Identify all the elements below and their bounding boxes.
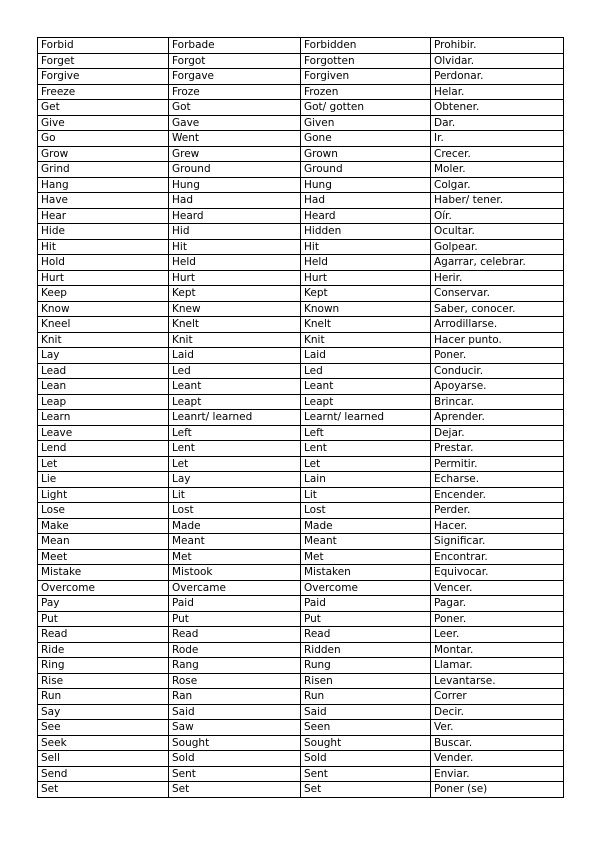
infinitive-cell: Grow: [38, 146, 169, 162]
past-participle-cell: Sent: [301, 766, 431, 782]
table-row: [38, 84, 564, 100]
infinitive-cell: Lean: [38, 379, 169, 395]
past-participle-cell: Met: [301, 549, 431, 565]
past-simple-cell: Paid: [169, 596, 301, 612]
spanish-meaning-cell: Ocultar.: [431, 224, 564, 240]
past-participle-cell: Set: [301, 782, 431, 798]
infinitive-cell: Forgive: [38, 69, 169, 85]
table-row: [38, 518, 564, 534]
table-row: [38, 720, 564, 736]
past-participle-cell: Read: [301, 627, 431, 643]
spanish-meaning-cell: Decir.: [431, 704, 564, 720]
infinitive-cell: Forbid: [38, 38, 169, 54]
past-simple-cell: Grew: [169, 146, 301, 162]
table-row: [38, 503, 564, 519]
infinitive-cell: Know: [38, 301, 169, 317]
spanish-meaning-cell: Herir.: [431, 270, 564, 286]
past-simple-cell: Hung: [169, 177, 301, 193]
past-simple-cell: Lost: [169, 503, 301, 519]
past-participle-cell: Hurt: [301, 270, 431, 286]
past-simple-cell: Lent: [169, 441, 301, 457]
past-simple-cell: Meant: [169, 534, 301, 550]
table-row: [38, 658, 564, 674]
spanish-meaning-cell: Perder.: [431, 503, 564, 519]
table-row: [38, 53, 564, 69]
past-participle-cell: Left: [301, 425, 431, 441]
table-row: [38, 735, 564, 751]
past-participle-cell: Forgotten: [301, 53, 431, 69]
table-row: [38, 255, 564, 271]
table-row: [38, 348, 564, 364]
table-row: [38, 596, 564, 612]
infinitive-cell: Kneel: [38, 317, 169, 333]
spanish-meaning-cell: Ver.: [431, 720, 564, 736]
spanish-meaning-cell: Perdonar.: [431, 69, 564, 85]
past-participle-cell: Had: [301, 193, 431, 209]
infinitive-cell: Lose: [38, 503, 169, 519]
infinitive-cell: Seek: [38, 735, 169, 751]
past-simple-cell: Forgot: [169, 53, 301, 69]
spanish-meaning-cell: Montar.: [431, 642, 564, 658]
past-participle-cell: Lent: [301, 441, 431, 457]
past-participle-cell: Lain: [301, 472, 431, 488]
past-participle-cell: Grown: [301, 146, 431, 162]
table-row: [38, 782, 564, 798]
table-row: [38, 208, 564, 224]
past-participle-cell: Laid: [301, 348, 431, 364]
past-participle-cell: Leant: [301, 379, 431, 395]
past-participle-cell: Ground: [301, 162, 431, 178]
past-simple-cell: Ground: [169, 162, 301, 178]
past-simple-cell: Froze: [169, 84, 301, 100]
spanish-meaning-cell: Dar.: [431, 115, 564, 131]
spanish-meaning-cell: Leer.: [431, 627, 564, 643]
past-simple-cell: Laid: [169, 348, 301, 364]
table-row: [38, 363, 564, 379]
spanish-meaning-cell: Vencer.: [431, 580, 564, 596]
spanish-meaning-cell: Prestar.: [431, 441, 564, 457]
past-participle-cell: Mistaken: [301, 565, 431, 581]
infinitive-cell: Learn: [38, 410, 169, 426]
table-row: [38, 224, 564, 240]
table-row: [38, 270, 564, 286]
spanish-meaning-cell: Echarse.: [431, 472, 564, 488]
table-row: [38, 177, 564, 193]
past-participle-cell: Got/ gotten: [301, 100, 431, 116]
past-simple-cell: Overcame: [169, 580, 301, 596]
past-simple-cell: Put: [169, 611, 301, 627]
table-row: [38, 193, 564, 209]
past-simple-cell: Sought: [169, 735, 301, 751]
past-simple-cell: Leapt: [169, 394, 301, 410]
infinitive-cell: Hide: [38, 224, 169, 240]
table-row: [38, 69, 564, 85]
table-row: [38, 146, 564, 162]
infinitive-cell: Hold: [38, 255, 169, 271]
table-row: [38, 580, 564, 596]
spanish-meaning-cell: Poner (se): [431, 782, 564, 798]
infinitive-cell: Send: [38, 766, 169, 782]
infinitive-cell: Overcome: [38, 580, 169, 596]
past-simple-cell: Lit: [169, 487, 301, 503]
infinitive-cell: Hear: [38, 208, 169, 224]
infinitive-cell: Freeze: [38, 84, 169, 100]
table-row: [38, 673, 564, 689]
past-simple-cell: Rang: [169, 658, 301, 674]
infinitive-cell: Ring: [38, 658, 169, 674]
past-simple-cell: Heard: [169, 208, 301, 224]
past-participle-cell: Gone: [301, 131, 431, 147]
past-participle-cell: Paid: [301, 596, 431, 612]
past-participle-cell: Hung: [301, 177, 431, 193]
infinitive-cell: Lie: [38, 472, 169, 488]
infinitive-cell: Leap: [38, 394, 169, 410]
spanish-meaning-cell: Dejar.: [431, 425, 564, 441]
past-participle-cell: Forgiven: [301, 69, 431, 85]
spanish-meaning-cell: Saber, conocer.: [431, 301, 564, 317]
table-row: [38, 115, 564, 131]
past-participle-cell: Knelt: [301, 317, 431, 333]
table-row: [38, 565, 564, 581]
past-participle-cell: Put: [301, 611, 431, 627]
spanish-meaning-cell: Ir.: [431, 131, 564, 147]
past-participle-cell: Overcome: [301, 580, 431, 596]
past-simple-cell: Knit: [169, 332, 301, 348]
table-row: [38, 239, 564, 255]
infinitive-cell: Have: [38, 193, 169, 209]
infinitive-cell: Run: [38, 689, 169, 705]
spanish-meaning-cell: Haber/ tener.: [431, 193, 564, 209]
table-row: [38, 441, 564, 457]
past-participle-cell: Heard: [301, 208, 431, 224]
past-simple-cell: Went: [169, 131, 301, 147]
past-simple-cell: Hurt: [169, 270, 301, 286]
table-row: [38, 689, 564, 705]
table-row: [38, 534, 564, 550]
table-row: [38, 627, 564, 643]
infinitive-cell: Light: [38, 487, 169, 503]
past-simple-cell: Forbade: [169, 38, 301, 54]
past-participle-cell: Kept: [301, 286, 431, 302]
past-simple-cell: Hid: [169, 224, 301, 240]
past-simple-cell: Let: [169, 456, 301, 472]
spanish-meaning-cell: Poner.: [431, 611, 564, 627]
spanish-meaning-cell: Pagar.: [431, 596, 564, 612]
infinitive-cell: Mean: [38, 534, 169, 550]
past-participle-cell: Hit: [301, 239, 431, 255]
past-simple-cell: Ran: [169, 689, 301, 705]
spanish-meaning-cell: Buscar.: [431, 735, 564, 751]
past-simple-cell: Read: [169, 627, 301, 643]
infinitive-cell: Get: [38, 100, 169, 116]
spanish-meaning-cell: Conducir.: [431, 363, 564, 379]
past-participle-cell: Made: [301, 518, 431, 534]
past-participle-cell: Led: [301, 363, 431, 379]
spanish-meaning-cell: Hacer.: [431, 518, 564, 534]
infinitive-cell: Knit: [38, 332, 169, 348]
infinitive-cell: Lay: [38, 348, 169, 364]
spanish-meaning-cell: Llamar.: [431, 658, 564, 674]
table-row: [38, 317, 564, 333]
past-participle-cell: Said: [301, 704, 431, 720]
past-simple-cell: Hit: [169, 239, 301, 255]
past-simple-cell: Had: [169, 193, 301, 209]
table-row: [38, 301, 564, 317]
spanish-meaning-cell: Golpear.: [431, 239, 564, 255]
spanish-meaning-cell: Helar.: [431, 84, 564, 100]
infinitive-cell: Mistake: [38, 565, 169, 581]
table-row: [38, 472, 564, 488]
table-row: [38, 286, 564, 302]
infinitive-cell: Make: [38, 518, 169, 534]
past-participle-cell: Sold: [301, 751, 431, 767]
spanish-meaning-cell: Significar.: [431, 534, 564, 550]
past-simple-cell: Held: [169, 255, 301, 271]
past-simple-cell: Said: [169, 704, 301, 720]
table-row: [38, 549, 564, 565]
spanish-meaning-cell: Obtener.: [431, 100, 564, 116]
spanish-meaning-cell: Hacer punto.: [431, 332, 564, 348]
past-simple-cell: Made: [169, 518, 301, 534]
spanish-meaning-cell: Aprender.: [431, 410, 564, 426]
table-row: [38, 131, 564, 147]
past-participle-cell: Meant: [301, 534, 431, 550]
past-participle-cell: Seen: [301, 720, 431, 736]
past-participle-cell: Known: [301, 301, 431, 317]
spanish-meaning-cell: Correr: [431, 689, 564, 705]
infinitive-cell: Pay: [38, 596, 169, 612]
past-simple-cell: Mistook: [169, 565, 301, 581]
past-participle-cell: Given: [301, 115, 431, 131]
spanish-meaning-cell: Conservar.: [431, 286, 564, 302]
infinitive-cell: Leave: [38, 425, 169, 441]
infinitive-cell: Say: [38, 704, 169, 720]
spanish-meaning-cell: Colgar.: [431, 177, 564, 193]
spanish-meaning-cell: Apoyarse.: [431, 379, 564, 395]
infinitive-cell: Meet: [38, 549, 169, 565]
past-simple-cell: Rose: [169, 673, 301, 689]
table-row: [38, 611, 564, 627]
table-row: [38, 704, 564, 720]
past-simple-cell: Forgave: [169, 69, 301, 85]
spanish-meaning-cell: Encender.: [431, 487, 564, 503]
table-row: [38, 766, 564, 782]
spanish-meaning-cell: Equivocar.: [431, 565, 564, 581]
past-participle-cell: Ridden: [301, 642, 431, 658]
table-row: [38, 394, 564, 410]
infinitive-cell: Rise: [38, 673, 169, 689]
infinitive-cell: Sell: [38, 751, 169, 767]
table-row: [38, 425, 564, 441]
infinitive-cell: Go: [38, 131, 169, 147]
past-participle-cell: Sought: [301, 735, 431, 751]
past-participle-cell: Run: [301, 689, 431, 705]
past-simple-cell: Leant: [169, 379, 301, 395]
spanish-meaning-cell: Moler.: [431, 162, 564, 178]
spanish-meaning-cell: Arrodillarse.: [431, 317, 564, 333]
spanish-meaning-cell: Crecer.: [431, 146, 564, 162]
spanish-meaning-cell: Levantarse.: [431, 673, 564, 689]
past-simple-cell: Led: [169, 363, 301, 379]
past-participle-cell: Knit: [301, 332, 431, 348]
past-participle-cell: Forbidden: [301, 38, 431, 54]
table-row: [38, 332, 564, 348]
past-simple-cell: Gave: [169, 115, 301, 131]
past-simple-cell: Kept: [169, 286, 301, 302]
irregular-verbs-table-body: [38, 38, 564, 798]
table-row: [38, 456, 564, 472]
past-participle-cell: Risen: [301, 673, 431, 689]
spanish-meaning-cell: Vender.: [431, 751, 564, 767]
infinitive-cell: Let: [38, 456, 169, 472]
table-row: [38, 642, 564, 658]
infinitive-cell: Read: [38, 627, 169, 643]
infinitive-cell: Forget: [38, 53, 169, 69]
past-participle-cell: Rung: [301, 658, 431, 674]
spanish-meaning-cell: Agarrar, celebrar.: [431, 255, 564, 271]
infinitive-cell: Put: [38, 611, 169, 627]
infinitive-cell: Give: [38, 115, 169, 131]
past-simple-cell: Sent: [169, 766, 301, 782]
spanish-meaning-cell: Poner.: [431, 348, 564, 364]
table-row: [38, 751, 564, 767]
table-row: [38, 410, 564, 426]
table-row: [38, 162, 564, 178]
past-simple-cell: Rode: [169, 642, 301, 658]
past-simple-cell: Saw: [169, 720, 301, 736]
past-participle-cell: Hidden: [301, 224, 431, 240]
spanish-meaning-cell: Encontrar.: [431, 549, 564, 565]
past-simple-cell: Leanrt/ learned: [169, 410, 301, 426]
past-simple-cell: Knelt: [169, 317, 301, 333]
past-simple-cell: Got: [169, 100, 301, 116]
past-participle-cell: Frozen: [301, 84, 431, 100]
infinitive-cell: Hurt: [38, 270, 169, 286]
table-row: [38, 487, 564, 503]
past-simple-cell: Lay: [169, 472, 301, 488]
spanish-meaning-cell: Enviar.: [431, 766, 564, 782]
infinitive-cell: Lend: [38, 441, 169, 457]
spanish-meaning-cell: Brincar.: [431, 394, 564, 410]
table-row: [38, 100, 564, 116]
past-participle-cell: Let: [301, 456, 431, 472]
infinitive-cell: Hang: [38, 177, 169, 193]
table-row: [38, 38, 564, 54]
past-simple-cell: Sold: [169, 751, 301, 767]
infinitive-cell: Lead: [38, 363, 169, 379]
infinitive-cell: Hit: [38, 239, 169, 255]
spanish-meaning-cell: Olvidar.: [431, 53, 564, 69]
spanish-meaning-cell: Prohibir.: [431, 38, 564, 54]
past-participle-cell: Lost: [301, 503, 431, 519]
past-simple-cell: Met: [169, 549, 301, 565]
past-simple-cell: Set: [169, 782, 301, 798]
infinitive-cell: Keep: [38, 286, 169, 302]
past-simple-cell: Knew: [169, 301, 301, 317]
past-participle-cell: Held: [301, 255, 431, 271]
past-participle-cell: Lit: [301, 487, 431, 503]
past-participle-cell: Leapt: [301, 394, 431, 410]
spanish-meaning-cell: Oír.: [431, 208, 564, 224]
infinitive-cell: Set: [38, 782, 169, 798]
infinitive-cell: See: [38, 720, 169, 736]
infinitive-cell: Ride: [38, 642, 169, 658]
infinitive-cell: Grind: [38, 162, 169, 178]
irregular-verbs-table: [37, 37, 564, 798]
table-row: [38, 379, 564, 395]
spanish-meaning-cell: Permitir.: [431, 456, 564, 472]
past-participle-cell: Learnt/ learned: [301, 410, 431, 426]
past-simple-cell: Left: [169, 425, 301, 441]
